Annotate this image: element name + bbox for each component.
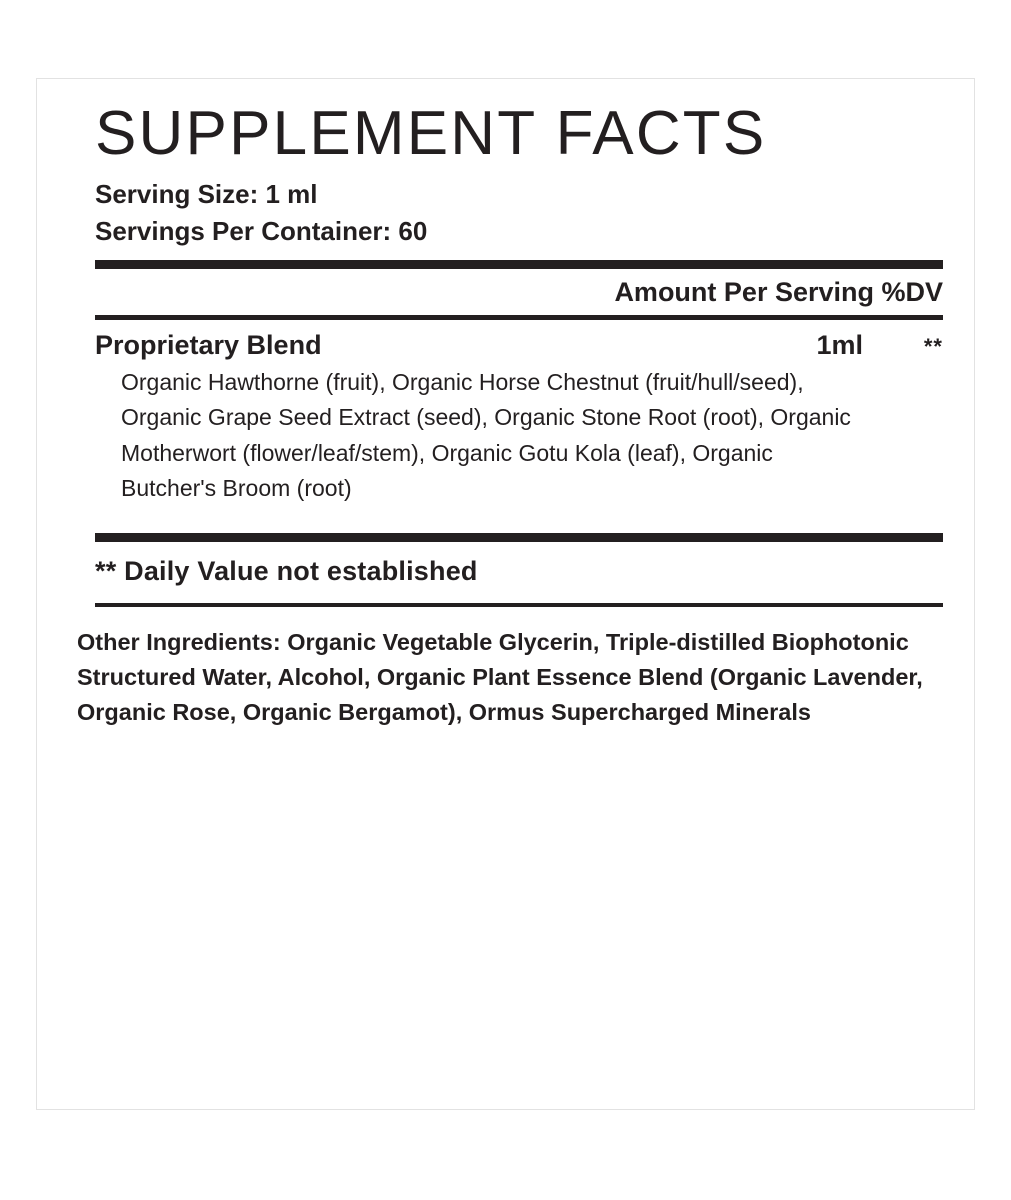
table-row-proprietary-blend bbox=[95, 320, 943, 365]
supplement-facts-panel bbox=[36, 78, 975, 1110]
daily-value-footnote: ** Daily Value not established bbox=[95, 555, 478, 586]
divider-thick-bottom bbox=[95, 533, 943, 542]
other-ingredients-text: Other Ingredients: Organic Vegetable Glycerin, Triple-distilled Biophotonic Structured Water, Alcohol, Organic Plant Essence Blend (Organic Lavender, Organic Rose, Organic Bergamot), Ormus Supercharged Minerals bbox=[77, 628, 923, 726]
supplement-facts-content bbox=[77, 99, 956, 730]
serving-size-line: Serving Size: 1 ml bbox=[95, 179, 318, 210]
blend-ingredients-list: Organic Hawthorne (fruit), Organic Horse Chestnut (fruit/hull/seed), Organic Grape Seed Extract (seed), Organic Stone Root (root), Organic Motherwort (flower/leaf/stem), Organic Gotu Kola (leaf), Organic Butcher's Broom (root) bbox=[121, 368, 851, 502]
servings-per-container-line: Servings Per Container: 60 bbox=[95, 216, 428, 246]
blend-amount: 1ml bbox=[816, 329, 863, 360]
blend-daily-value: ** bbox=[923, 333, 943, 359]
page-title: SUPPLEMENT FACTS bbox=[95, 99, 767, 168]
amount-per-serving-header: Amount Per Serving %DV bbox=[614, 276, 943, 307]
divider-thick-top bbox=[95, 260, 943, 269]
blend-name: Proprietary Blend bbox=[95, 329, 322, 360]
